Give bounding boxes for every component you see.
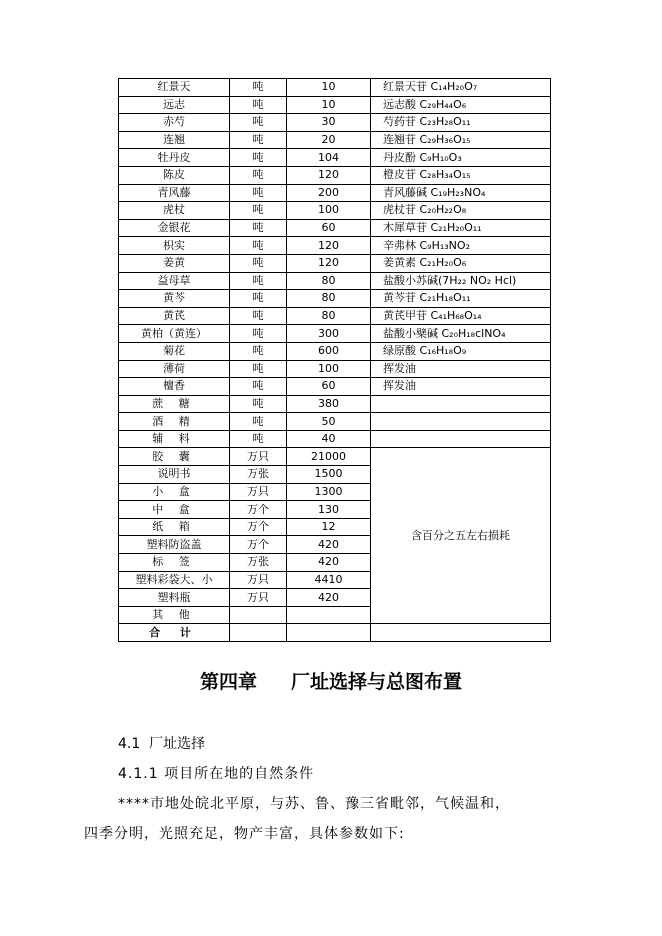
packaging-quantity: 420 [287, 589, 371, 607]
packaging-unit: 万个 [230, 501, 287, 519]
total-unit [230, 624, 287, 642]
material-name: 黄芪 [119, 307, 230, 325]
material-component: 挥发油 [371, 378, 551, 396]
packaging-name: 标 签 [119, 554, 230, 572]
material-quantity: 100 [287, 360, 371, 378]
material-quantity: 40 [287, 430, 371, 448]
materials-table [118, 78, 551, 642]
material-unit: 吨 [230, 166, 287, 184]
material-name: 酒 精 [119, 413, 230, 431]
material-unit: 吨 [230, 184, 287, 202]
material-unit: 吨 [230, 307, 287, 325]
material-quantity: 80 [287, 272, 371, 290]
material-component: 姜黄素 C₂₁H₂₀O₆ [371, 254, 551, 272]
packaging-quantity: 12 [287, 518, 371, 536]
subsection-heading: 4.1.1 项目所在地的自然条件 [118, 766, 315, 782]
material-name: 益母草 [119, 272, 230, 290]
material-unit: 吨 [230, 360, 287, 378]
material-quantity: 20 [287, 131, 371, 149]
total-label: 合 计 [119, 624, 230, 642]
material-name: 蔗 糖 [119, 395, 230, 413]
material-unit: 吨 [230, 219, 287, 237]
material-component: 红景天苷 C₁₄H₂₀O₇ [371, 79, 551, 97]
material-quantity: 120 [287, 237, 371, 255]
material-component [371, 430, 551, 448]
table-row [119, 184, 551, 202]
packaging-name: 塑料彩袋大、小 [119, 571, 230, 589]
material-unit: 吨 [230, 413, 287, 431]
total-quantity [287, 624, 371, 642]
table-row [119, 290, 551, 308]
packaging-quantity: 420 [287, 536, 371, 554]
material-quantity: 104 [287, 149, 371, 167]
material-name: 赤芍 [119, 114, 230, 132]
material-unit: 吨 [230, 202, 287, 220]
material-quantity: 80 [287, 290, 371, 308]
material-component: 虎杖苷 C₂₀H₂₂O₈ [371, 202, 551, 220]
table-row [119, 448, 551, 466]
material-component: 橙皮苷 C₂₈H₃₄O₁₅ [371, 166, 551, 184]
packaging-quantity: 21000 [287, 448, 371, 466]
material-quantity: 30 [287, 114, 371, 132]
material-unit: 吨 [230, 79, 287, 97]
section-number: 4.1 [118, 736, 141, 752]
material-name: 黄柏（黄连） [119, 325, 230, 343]
material-component [371, 413, 551, 431]
material-component: 绿原酸 C₁₆H₁₈O₉ [371, 342, 551, 360]
paragraph-line-1: ****市地处皖北平原，与苏、鲁、豫三省毗邻，气候温和， [118, 796, 510, 812]
packaging-unit: 万只 [230, 448, 287, 466]
material-name: 檀香 [119, 378, 230, 396]
packaging-quantity: 4410 [287, 571, 371, 589]
packaging-unit: 万个 [230, 518, 287, 536]
packaging-note: 含百分之五左右损耗 [371, 448, 551, 624]
material-unit: 吨 [230, 395, 287, 413]
packaging-quantity [287, 606, 371, 624]
material-unit: 吨 [230, 131, 287, 149]
material-name: 红景天 [119, 79, 230, 97]
material-quantity: 600 [287, 342, 371, 360]
table-row [119, 395, 551, 413]
table-row [119, 131, 551, 149]
material-name: 黄芩 [119, 290, 230, 308]
material-quantity: 10 [287, 79, 371, 97]
material-component: 挥发油 [371, 360, 551, 378]
packaging-name: 中 盒 [119, 501, 230, 519]
packaging-quantity: 420 [287, 554, 371, 572]
material-unit: 吨 [230, 430, 287, 448]
material-component: 盐酸小檗碱 C₂₀H₁₈clNO₄ [371, 325, 551, 343]
material-quantity: 100 [287, 202, 371, 220]
table-row [119, 360, 551, 378]
material-quantity: 60 [287, 219, 371, 237]
material-unit: 吨 [230, 272, 287, 290]
material-name: 青风藤 [119, 184, 230, 202]
table-row [119, 79, 551, 97]
packaging-quantity: 130 [287, 501, 371, 519]
chapter-heading [0, 667, 662, 694]
packaging-unit: 万只 [230, 483, 287, 501]
packaging-unit: 万张 [230, 466, 287, 484]
table-row [119, 272, 551, 290]
material-component: 辛弗林 C₉H₁₃NO₂ [371, 237, 551, 255]
material-unit: 吨 [230, 378, 287, 396]
total-row [119, 624, 551, 642]
table-row [119, 430, 551, 448]
packaging-name: 塑料防盗盖 [119, 536, 230, 554]
material-unit: 吨 [230, 149, 287, 167]
packaging-name: 说明书 [119, 466, 230, 484]
packaging-name: 塑料瓶 [119, 589, 230, 607]
material-name: 辅 料 [119, 430, 230, 448]
material-name: 陈皮 [119, 166, 230, 184]
paragraph-line-2: 四季分明，光照充足，物产丰富，具体参数如下: [84, 826, 405, 842]
table-row [119, 202, 551, 220]
material-quantity: 80 [287, 307, 371, 325]
material-name: 连翘 [119, 131, 230, 149]
material-component: 黄芪甲苷 C₄₁H₆₈O₁₄ [371, 307, 551, 325]
material-name: 金银花 [119, 219, 230, 237]
material-component: 黄芩苷 C₂₁H₁₈O₁₁ [371, 290, 551, 308]
table-row [119, 149, 551, 167]
packaging-name: 小 盒 [119, 483, 230, 501]
material-unit: 吨 [230, 254, 287, 272]
table-row [119, 166, 551, 184]
material-unit: 吨 [230, 325, 287, 343]
packaging-unit: 万只 [230, 571, 287, 589]
material-component: 青风藤碱 C₁₉H₂₃NO₄ [371, 184, 551, 202]
total-component [371, 624, 551, 642]
material-component: 芍药苷 C₂₃H₂₈O₁₁ [371, 114, 551, 132]
packaging-name: 胶 囊 [119, 448, 230, 466]
packaging-unit: 万张 [230, 554, 287, 572]
section-heading [118, 733, 205, 753]
chapter-title: 厂址选择与总图布置 [291, 671, 463, 693]
material-unit: 吨 [230, 114, 287, 132]
material-quantity: 380 [287, 395, 371, 413]
packaging-name: 纸 箱 [119, 518, 230, 536]
material-quantity: 120 [287, 166, 371, 184]
table-row [119, 96, 551, 114]
table-row [119, 219, 551, 237]
material-unit: 吨 [230, 237, 287, 255]
material-name: 菊花 [119, 342, 230, 360]
material-component: 丹皮酚 C₉H₁₀O₃ [371, 149, 551, 167]
section-title: 厂址选择 [149, 736, 206, 752]
table-row [119, 325, 551, 343]
material-unit: 吨 [230, 290, 287, 308]
table-row [119, 378, 551, 396]
material-name: 姜黄 [119, 254, 230, 272]
material-name: 薄荷 [119, 360, 230, 378]
material-quantity: 120 [287, 254, 371, 272]
packaging-quantity: 1500 [287, 466, 371, 484]
packaging-unit [230, 606, 287, 624]
packaging-unit: 万个 [230, 536, 287, 554]
material-name: 虎杖 [119, 202, 230, 220]
packaging-unit: 万只 [230, 589, 287, 607]
packaging-name: 其 他 [119, 606, 230, 624]
material-quantity: 10 [287, 96, 371, 114]
table-row [119, 237, 551, 255]
table-row [119, 114, 551, 132]
material-quantity: 60 [287, 378, 371, 396]
material-name: 枳实 [119, 237, 230, 255]
material-quantity: 200 [287, 184, 371, 202]
table-row [119, 342, 551, 360]
material-component: 盐酸小苏碱(7H₂₂ NO₂ Hcl) [371, 272, 551, 290]
material-component: 连翘苷 C₂₉H₃₆O₁₅ [371, 131, 551, 149]
packaging-quantity: 1300 [287, 483, 371, 501]
material-unit: 吨 [230, 342, 287, 360]
material-component: 木犀草苷 C₂₁H₂₀O₁₁ [371, 219, 551, 237]
table-row [119, 307, 551, 325]
material-quantity: 50 [287, 413, 371, 431]
material-unit: 吨 [230, 96, 287, 114]
material-quantity: 300 [287, 325, 371, 343]
chapter-number: 第四章 [199, 671, 257, 693]
material-component: 远志酸 C₂₉H₄₄O₆ [371, 96, 551, 114]
material-name: 牡丹皮 [119, 149, 230, 167]
table-row [119, 254, 551, 272]
material-name: 远志 [119, 96, 230, 114]
material-component [371, 395, 551, 413]
table-row [119, 413, 551, 431]
